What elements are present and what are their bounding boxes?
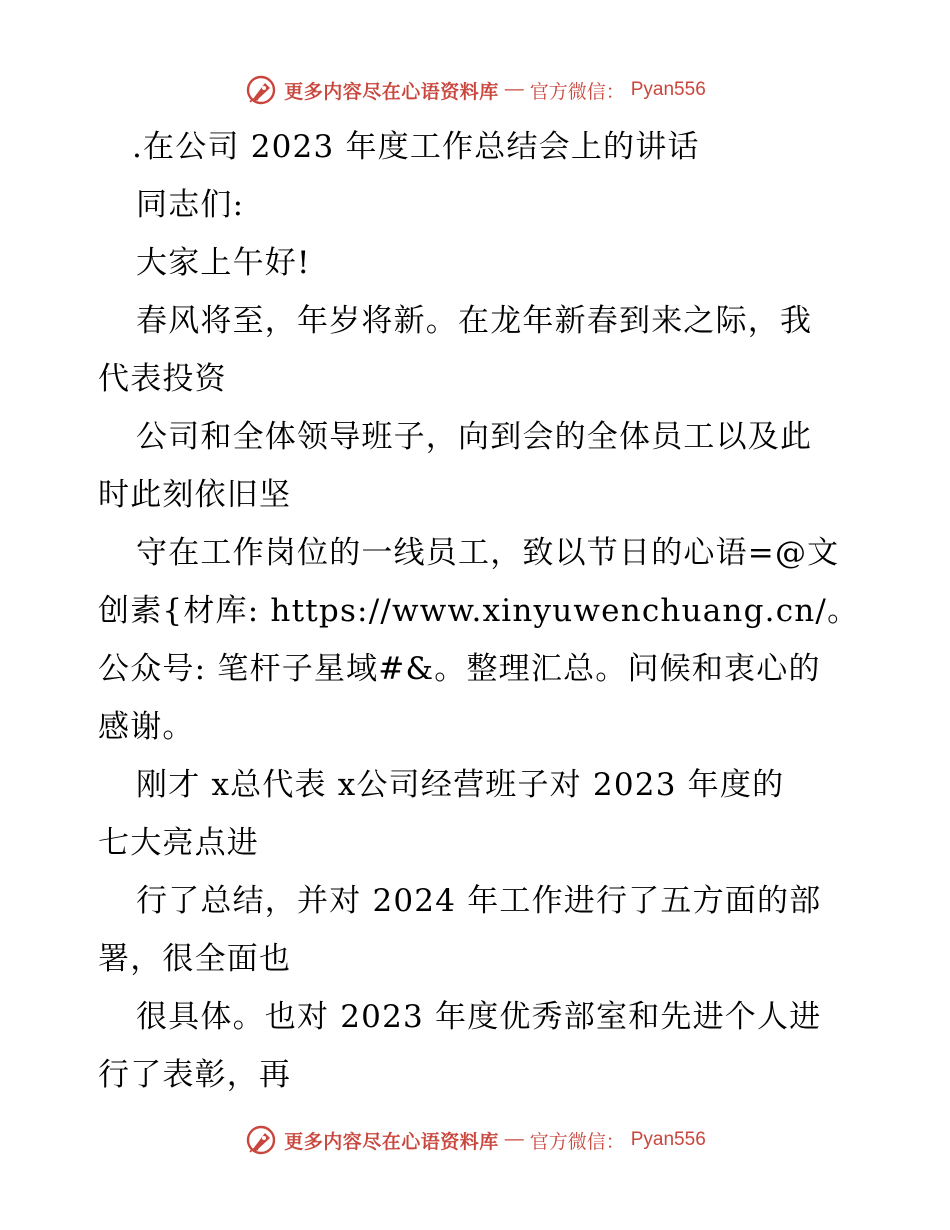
banner-wechat-id: Pyan556 (630, 79, 706, 100)
footer-banner (0, 1120, 950, 1160)
text-line: 公司和全体领导班子，向到会的全体员工以及此 (136, 419, 813, 455)
text-line: 同志们: (136, 187, 245, 223)
text-line: 刚才 x总代表 x公司经营班子对 2023 年度的 (136, 767, 785, 803)
text-line: 七大亮点进 (98, 825, 259, 861)
text-line: 春风将至，年岁将新。在龙年新春到来之际，我 (136, 303, 813, 339)
text-line: 时此刻依旧坚 (98, 477, 292, 513)
pen-nib-circle-icon (244, 73, 278, 107)
banner-brand-text: 更多内容尽在心语资料库 (284, 1130, 499, 1153)
text-line: 行了表彰，再 (98, 1057, 292, 1093)
banner-wechat-label: 官方微信： (529, 1130, 625, 1153)
text-line: 大家上午好! (136, 245, 311, 281)
banner-brand-text: 更多内容尽在心语资料库 (284, 80, 499, 103)
text-line: 行了总结，并对 2024 年工作进行了五方面的部 (136, 883, 822, 919)
banner-separator: — (504, 79, 524, 100)
document-title: .在公司 2023 年度工作总结会上的讲话 (132, 129, 700, 165)
banner-separator: — (504, 1129, 524, 1150)
banner-wechat-id: Pyan556 (630, 1129, 706, 1150)
banner-wechat-label: 官方微信： (529, 80, 625, 103)
text-line: 感谢。 (98, 709, 195, 745)
text-line: 代表投资 (98, 361, 227, 397)
text-line: 守在工作岗位的一线员工，致以节日的心语=@文 (136, 535, 840, 571)
pen-nib-circle-icon (244, 1123, 278, 1157)
text-line: 创素{材库: https://www.xinyuwenchuang.cn/。 (98, 593, 860, 629)
text-line: 署，很全面也 (98, 941, 292, 977)
document-body (98, 118, 858, 1104)
text-line: 很具体。也对 2023 年度优秀部室和先进个人进 (136, 999, 822, 1035)
text-line: 公众号: 笔杆子星域#&。整理汇总。问候和衷心的 (98, 651, 821, 687)
header-banner (0, 70, 950, 110)
